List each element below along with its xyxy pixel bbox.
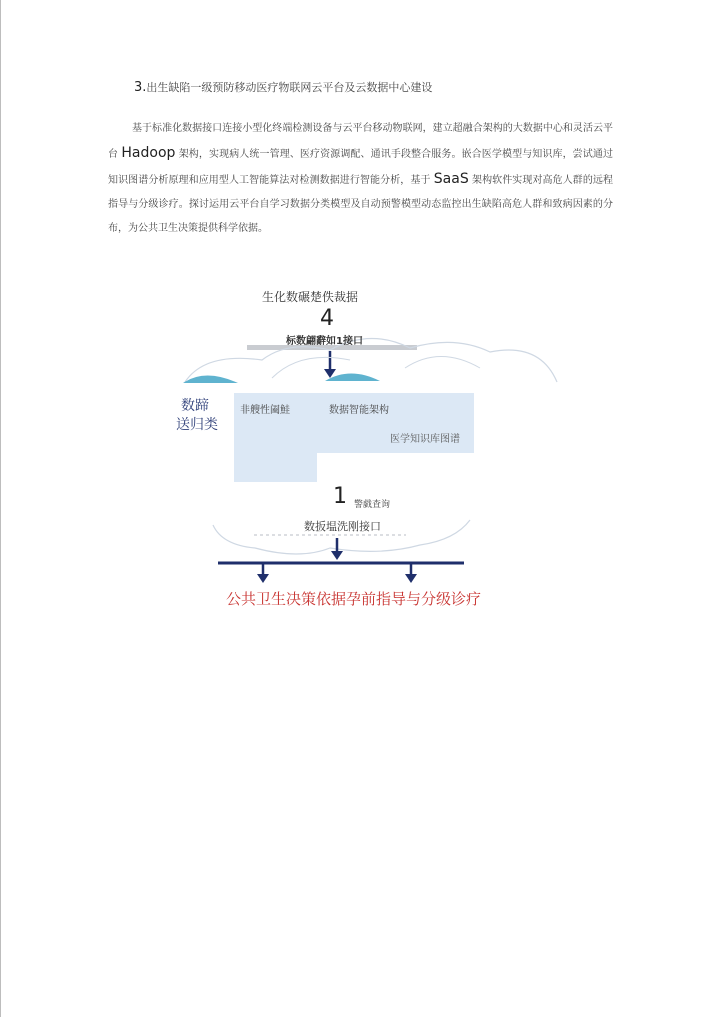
term-saas: SaaS — [433, 171, 469, 187]
info-box-tab — [234, 453, 317, 482]
left-label-line1: 数蹄 — [181, 398, 209, 414]
box-text-3: 医学知识库图谱 — [390, 434, 460, 445]
section-number: 3. — [134, 80, 147, 95]
clean-interface-label: 数扳塭洗刚接口 — [304, 520, 381, 533]
section-title: 出生缺陷一级预防移动医疗物联网云平台及云数据中心建设 — [146, 81, 433, 94]
arrow-head-mid — [331, 551, 343, 560]
term-hadoop: Hadoop — [121, 145, 176, 161]
left-label-line2: 送归类 — [176, 417, 218, 433]
para-text-1: 基于标准化数据接口连接小型化终端检测设备与云平台移动物联网，建立超融合架构的大数据中心和灵活云平台 — [108, 123, 613, 160]
interface-label: 标数翩辭如1接口 — [286, 336, 363, 347]
footer-decision-label: 公共卫生决策依据孕前指导与分级诊疗 — [226, 590, 482, 608]
box-text-1: 非艘性阖鮭 — [240, 405, 290, 416]
top-number: 4 — [320, 306, 334, 331]
top-label: 生化数碾楚佚裁据 — [262, 290, 359, 304]
bottom-label: 警戯査询 — [354, 500, 391, 510]
para-text-2: 架构，实现病人统一管理、医疗资源调配、通讯手段整合服务。嵌合医学模型与知识库，尝试通过知识图谱分析原理和应用型人工智能算法对检测数据进行智能分析，基于 — [108, 149, 613, 186]
upper-cloud-inner — [272, 357, 350, 378]
arrow-left-head — [257, 574, 269, 583]
para-text-3: 架构软件实现对高危人群的远程指导与分级诊疗。探讨运用云平台自学习数据分类模型及自动预警模型动态监控出生缺陷高危人群和致病因素的分布，为公共卫生决策提供科学依据。 — [108, 175, 614, 234]
teal-accent-left — [183, 376, 238, 384]
arrow-right-head — [405, 574, 417, 583]
bottom-number: 1 — [333, 484, 347, 509]
box-text-2: 数据智能架构 — [329, 405, 389, 416]
teal-accent-mid — [325, 374, 380, 382]
upper-cloud-inner-2 — [405, 357, 480, 369]
